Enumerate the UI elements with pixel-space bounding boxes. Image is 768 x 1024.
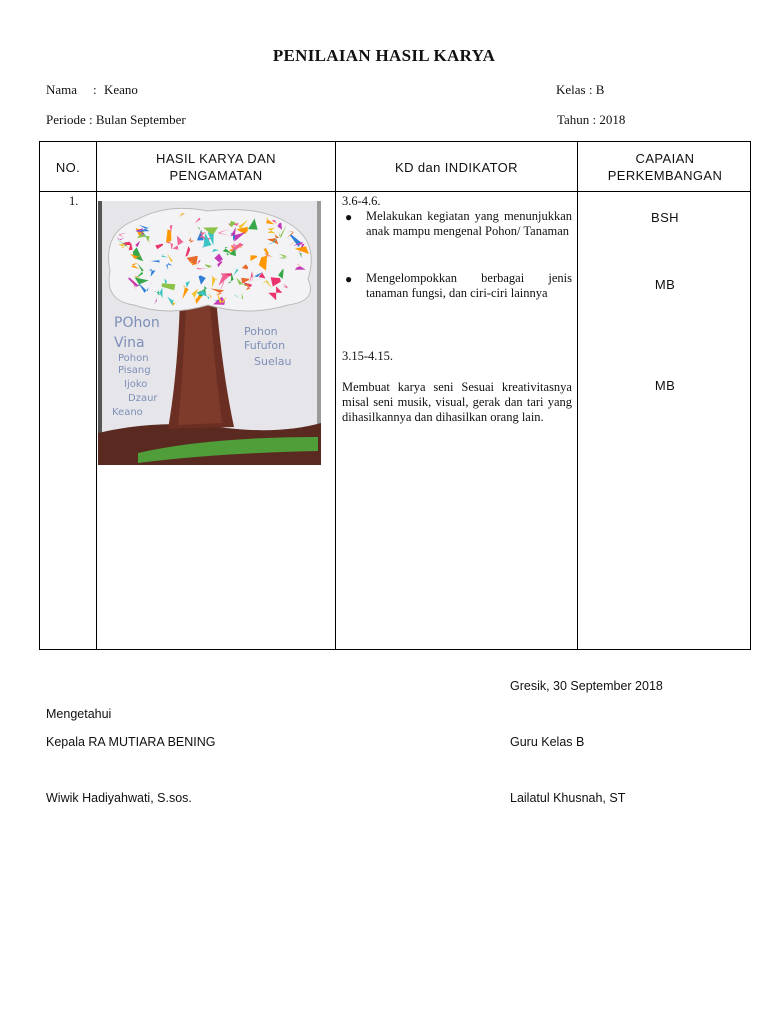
page-title: PENILAIAN HASIL KARYA: [272, 46, 496, 65]
capaian-2: MB: [654, 277, 676, 292]
kelas-text: Kelas : B: [556, 82, 605, 97]
nama-separator: :: [93, 82, 97, 97]
handwriting-word: POhon: [114, 315, 160, 331]
kd1-code: 3.6-4.6.: [342, 194, 381, 208]
capaian-3: MB: [654, 378, 676, 393]
kepala-title: Kepala RA MUTIARA BENING: [46, 735, 216, 749]
bullet-icon: ●: [345, 210, 353, 224]
handwriting-word: Fufufon: [244, 339, 286, 352]
handwriting-word: Pohon: [118, 353, 149, 364]
header-hasil-line1: HASIL KARYA DAN: [156, 151, 276, 166]
nama-value: Keano: [104, 82, 138, 97]
header-capaian-line2: PERKEMBANGAN: [607, 168, 723, 183]
guru-name: Lailatul Khusnah, ST: [510, 791, 626, 805]
handwriting-word: Pohon: [244, 325, 278, 338]
mengetahui-label: Mengetahui: [46, 707, 112, 721]
table-divider: [335, 142, 336, 649]
nama-label: Nama: [46, 82, 78, 97]
header-kd-indikator: KD dan INDIKATOR: [395, 159, 518, 175]
indikator-3: Membuat karya seni Sesuai kreativitasnya misal seni musik, visual, gerak dan tari yang dihasilkannya dan dihasilkan orang lain.: [342, 380, 572, 424]
guru-title: Guru Kelas B: [510, 735, 585, 749]
handwriting-word: Pisang: [118, 365, 151, 376]
indikator-1: Melakukan kegiatan yang menunjukkan anak mampu mengenal Pohon/ Tanaman: [366, 209, 572, 238]
tree-drawing-photo-icon: [98, 201, 321, 465]
indikator-2: Mengelompokkan berbagai jenis tanaman fungsi, dan ciri-ciri lainnya: [366, 271, 572, 300]
header-hasil-karya: [97, 142, 335, 192]
header-capaian-line1: CAPAIAN: [635, 151, 695, 166]
table-divider: [96, 142, 97, 649]
periode-text: Periode : Bulan September: [46, 112, 186, 127]
row-number: 1.: [69, 194, 79, 208]
header-no: NO.: [55, 159, 81, 175]
bullet-icon: ●: [345, 272, 353, 286]
handwriting-word: Suelau: [254, 355, 292, 368]
tahun-text: Tahun : 2018: [557, 112, 626, 127]
handwriting-word: Ijoko: [124, 379, 148, 390]
place-date: Gresik, 30 September 2018: [510, 679, 663, 693]
capaian-1: BSH: [651, 210, 679, 225]
handwriting-word: Vina: [114, 335, 145, 351]
kd2-code: 3.15-4.15.: [342, 349, 394, 363]
header-hasil-line2: PENGAMATAN: [169, 168, 263, 183]
kepala-name: Wiwik Hadiyahwati, S.sos.: [46, 791, 192, 805]
header-capaian: [578, 142, 752, 192]
handwriting-word: Keano: [112, 407, 143, 418]
handwriting-word: Dzaur: [128, 393, 158, 404]
